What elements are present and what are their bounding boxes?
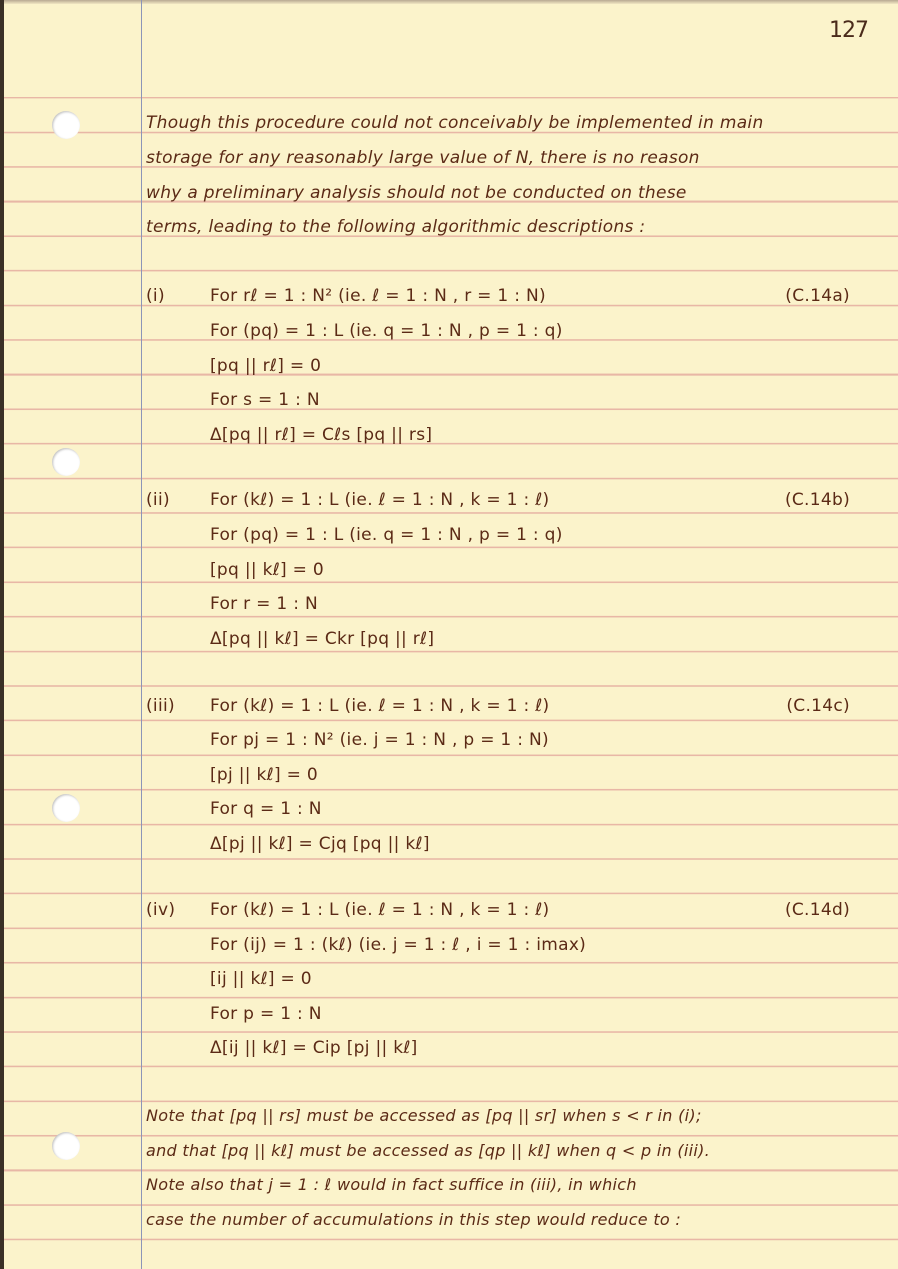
note-line: Note that [pq || rs] must be accessed as [pq || sr] when s < r in (i); bbox=[146, 1106, 702, 1125]
algorithm-label: (i) bbox=[146, 286, 165, 306]
punch-hole-icon bbox=[52, 448, 80, 476]
note-line: and that [pq || kℓ] must be accessed as [qp || kℓ] when q < p in (iii). bbox=[146, 1141, 711, 1160]
algorithm-line: For (pq) = 1 : L (ie. q = 1 : N , p = 1 : q) bbox=[210, 525, 563, 545]
algorithm-label: (iii) bbox=[146, 696, 175, 716]
algorithm-label: (ii) bbox=[146, 490, 170, 510]
algorithm-line: For (pq) = 1 : L (ie. q = 1 : N , p = 1 : q) bbox=[210, 321, 563, 341]
algorithm-line: [ij || kℓ] = 0 bbox=[210, 969, 312, 989]
punch-hole-icon bbox=[52, 111, 80, 139]
algorithm-line: For r = 1 : N bbox=[210, 594, 318, 614]
algorithm-line: Δ[ij || kℓ] = Cip [pj || kℓ] bbox=[210, 1038, 418, 1058]
intro-line: Though this procedure could not conceivably be implemented in main bbox=[146, 113, 764, 133]
algorithm-line: For rℓ = 1 : N² (ie. ℓ = 1 : N , r = 1 : N) bbox=[210, 286, 546, 306]
algorithm-label: (iv) bbox=[146, 900, 176, 920]
equation-number: (C.14c) bbox=[786, 696, 850, 716]
punch-hole-icon bbox=[52, 1132, 80, 1160]
equation-number: (C.14d) bbox=[784, 900, 850, 920]
equation-number: (C.14b) bbox=[784, 490, 850, 510]
margin-line bbox=[141, 0, 142, 1269]
note-line: case the number of accumulations in this step would reduce to : bbox=[146, 1210, 682, 1229]
page-left-edge bbox=[0, 0, 4, 1269]
equation-number: (C.14a) bbox=[785, 286, 850, 306]
algorithm-line: [pj || kℓ] = 0 bbox=[210, 765, 318, 785]
algorithm-line: For q = 1 : N bbox=[210, 799, 322, 819]
intro-line: storage for any reasonably large value of N, there is no reason bbox=[146, 148, 700, 168]
page-header-area bbox=[0, 0, 898, 97]
algorithm-line: Δ[pj || kℓ] = Cjq [pq || kℓ] bbox=[210, 834, 430, 854]
algorithm-line: For pj = 1 : N² (ie. j = 1 : N , p = 1 : N) bbox=[210, 730, 549, 750]
algorithm-line: For (kℓ) = 1 : L (ie. ℓ = 1 : N , k = 1 : ℓ) bbox=[210, 900, 550, 920]
algorithm-line: [pq || kℓ] = 0 bbox=[210, 560, 325, 580]
algorithm-line: Δ[pq || kℓ] = Ckr [pq || rℓ] bbox=[210, 629, 435, 649]
algorithm-line: For (kℓ) = 1 : L (ie. ℓ = 1 : N , k = 1 : ℓ) bbox=[210, 490, 550, 510]
algorithm-line: For s = 1 : N bbox=[210, 390, 320, 410]
algorithm-line: Δ[pq || rℓ] = Cℓs [pq || rs] bbox=[210, 425, 433, 445]
algorithm-line: For (ij) = 1 : (kℓ) (ie. j = 1 : ℓ , i = 1 : imax) bbox=[210, 935, 587, 955]
intro-line: why a preliminary analysis should not be conducted on these bbox=[146, 183, 687, 203]
algorithm-line: For p = 1 : N bbox=[210, 1004, 322, 1024]
intro-line: terms, leading to the following algorithmic descriptions : bbox=[146, 217, 646, 237]
page-number: 127 bbox=[829, 18, 868, 43]
algorithm-line: [pq || rℓ] = 0 bbox=[210, 356, 322, 376]
algorithm-line: For (kℓ) = 1 : L (ie. ℓ = 1 : N , k = 1 : ℓ) bbox=[210, 696, 550, 716]
page-top-edge bbox=[0, 0, 898, 4]
note-line: Note also that j = 1 : ℓ would in fact suffice in (iii), in which bbox=[146, 1175, 637, 1194]
punch-hole-icon bbox=[52, 794, 80, 822]
